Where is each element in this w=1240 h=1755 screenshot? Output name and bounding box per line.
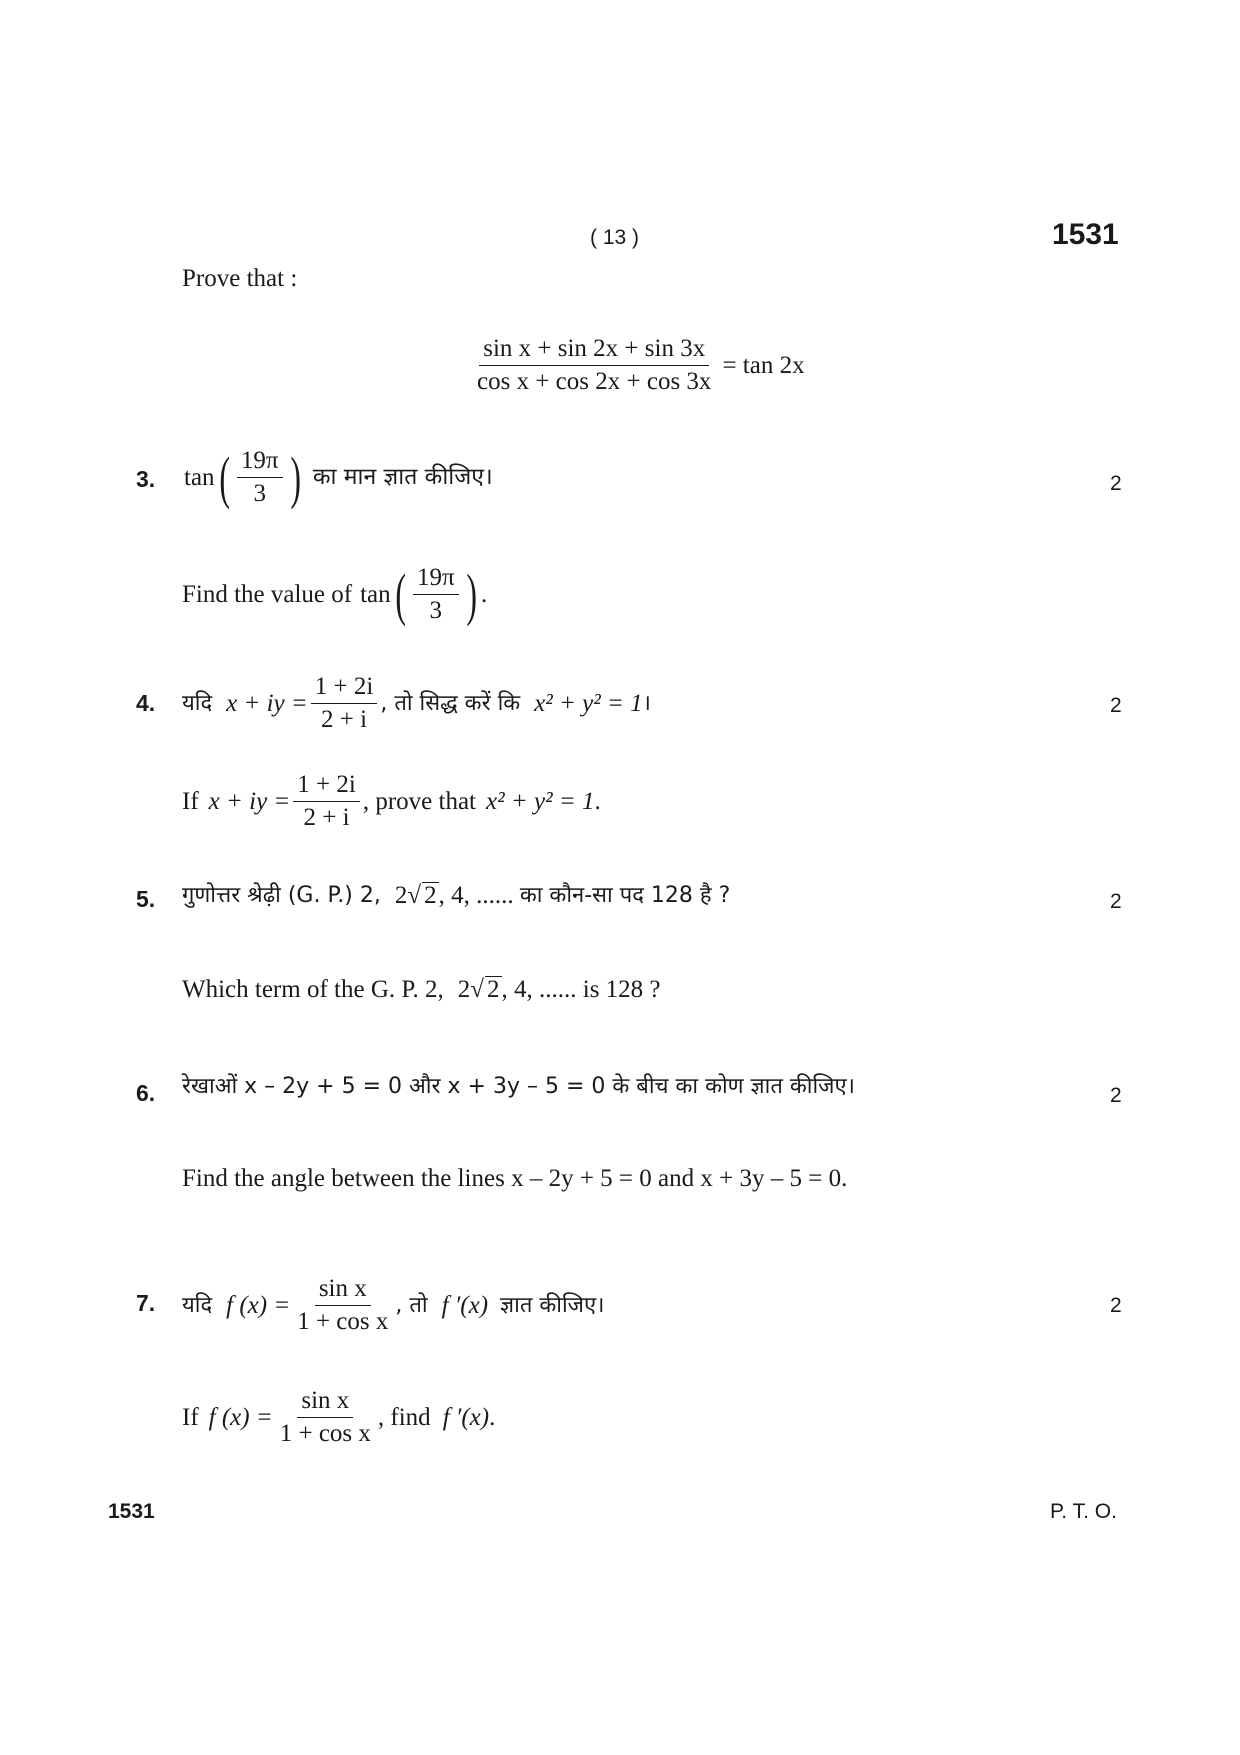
q6-marks: 2 xyxy=(1110,1084,1122,1107)
q4-lhs: x + iy = xyxy=(208,788,291,816)
question-number-5: 5. xyxy=(136,886,156,912)
q3-hindi-text: का मान ज्ञात कीजिए। xyxy=(312,464,493,491)
q7-hindi-mid: , तो xyxy=(395,1292,428,1318)
identity-fraction xyxy=(473,336,715,396)
footer-code: 1531 xyxy=(108,1500,155,1523)
q3-english: Find the value of tan ( $\frac{19\pi}{3}$ ) . xyxy=(182,561,488,627)
prove-that-label: Prove that : xyxy=(182,265,298,292)
q4-lhs: x + iy = xyxy=(226,690,308,718)
q5-seq-rest: , 4, ...... xyxy=(501,976,583,1004)
q6-english-text: Find the angle between the lines x – 2y + 5 = 0 and x + 3y – 5 = 0. xyxy=(182,1165,848,1192)
q7-english xyxy=(182,1388,495,1448)
q7-frac-den: 1 + cos x xyxy=(297,1308,389,1336)
q5-marks: 2 xyxy=(1110,890,1122,913)
q7-english-end: . xyxy=(489,1404,496,1432)
q5-english-a: Which term of the G. P. 2, xyxy=(182,976,444,1004)
q5-english xyxy=(182,976,661,1003)
q5-hindi-b: का कौन-सा पद 128 है ? xyxy=(519,882,731,908)
sqrt-coefficient: 2 xyxy=(394,882,408,909)
q7-frac-num: sin x xyxy=(315,1276,371,1306)
identity-numerator: sin x + sin 2x + sin 3x xyxy=(479,336,709,366)
q7-english-prefix: If xyxy=(182,1404,199,1432)
q4-rhs: x² + y² = 1 xyxy=(534,690,643,718)
q3-frac-den: 3 xyxy=(253,480,266,508)
q7-hindi xyxy=(182,1276,605,1336)
q7-frac-num: sin x xyxy=(297,1388,353,1418)
q4-frac-num: 1 + 2i xyxy=(293,772,360,802)
identity-denominator: cos x + cos 2x + cos 3x xyxy=(477,368,712,396)
q5-english-b: is 128 ? xyxy=(582,976,661,1004)
q4-hindi-end: । xyxy=(642,690,651,716)
q3-frac-num: 19π xyxy=(237,448,283,478)
pto-label: P. T. O. xyxy=(1050,1500,1117,1523)
q4-rhs: x² + y² = 1 xyxy=(486,788,595,816)
q3-hindi: tan ( $\frac{19\pi}{3}$ ) का मान ज्ञात कीजिए। xyxy=(184,444,493,510)
q5-hindi-a: गुणोत्तर श्रेढ़ी (G. P.) 2, xyxy=(182,882,381,908)
identity-equation xyxy=(470,336,805,396)
page-number: ( 13 ) xyxy=(590,226,640,249)
q7-frac-den: 1 + cos x xyxy=(279,1420,371,1448)
question-number-3: 3. xyxy=(136,466,156,492)
paper-code: 1531 xyxy=(1052,218,1119,251)
q4-hindi-prefix: यदि xyxy=(182,690,213,716)
sqrt-radicand: 2 xyxy=(424,882,437,909)
question-number-7: 7. xyxy=(136,1290,156,1316)
q7-english-mid: , find xyxy=(377,1404,431,1432)
q7-lhs: f (x) = xyxy=(226,1292,291,1320)
q5-sqrt-term: 2√ 2 xyxy=(394,882,437,909)
q3-english-text: Find the value of xyxy=(182,581,353,609)
q4-frac-den: 2 + i xyxy=(303,804,350,832)
q7-hindi-end: ज्ञात कीजिए। xyxy=(500,1292,605,1318)
q4-frac-num: 1 + 2i xyxy=(311,674,378,704)
sqrt-coefficient: 2 xyxy=(457,976,471,1003)
sqrt-radicand: 2 xyxy=(487,976,500,1003)
q4-hindi xyxy=(182,674,651,734)
tan-label: tan xyxy=(184,464,215,492)
q5-seq-rest: , 4, ...... xyxy=(438,882,520,910)
q7-lhs: f (x) = xyxy=(208,1404,273,1432)
q5-hindi xyxy=(182,882,730,909)
identity-rhs: = tan 2x xyxy=(722,352,805,380)
q4-marks: 2 xyxy=(1110,694,1122,717)
q7-derivative: f ′(x) xyxy=(441,1292,489,1320)
q7-derivative: f ′(x) xyxy=(442,1404,490,1432)
q7-hindi-prefix: यदि xyxy=(182,1292,213,1318)
question-number-4: 4. xyxy=(136,690,156,716)
question-number-6: 6. xyxy=(136,1080,156,1106)
tan-label: tan xyxy=(360,581,391,609)
q4-english-prefix: If xyxy=(182,788,199,816)
q7-marks: 2 xyxy=(1110,1294,1122,1317)
q4-english: If x + iy = $\frac{1 + 2i}{2 + i}$ , prove that x² + y² = 1 . xyxy=(182,771,601,832)
q5-sqrt-term: 2√ 2 xyxy=(457,976,500,1003)
q3-frac-den: 3 xyxy=(429,597,443,625)
q4-frac-den: 2 + i xyxy=(321,706,368,734)
q4-hindi-mid: , तो सिद्ध करें कि xyxy=(380,690,521,716)
q3-marks: 2 xyxy=(1110,472,1122,495)
q3-frac-num: 19π xyxy=(413,565,459,595)
q6-hindi-text: रेखाओं x – 2y + 5 = 0 और x + 3y – 5 = 0 के बीच का कोण ज्ञात कीजिए। xyxy=(182,1074,856,1099)
q4-english-mid: , prove that xyxy=(362,788,477,816)
